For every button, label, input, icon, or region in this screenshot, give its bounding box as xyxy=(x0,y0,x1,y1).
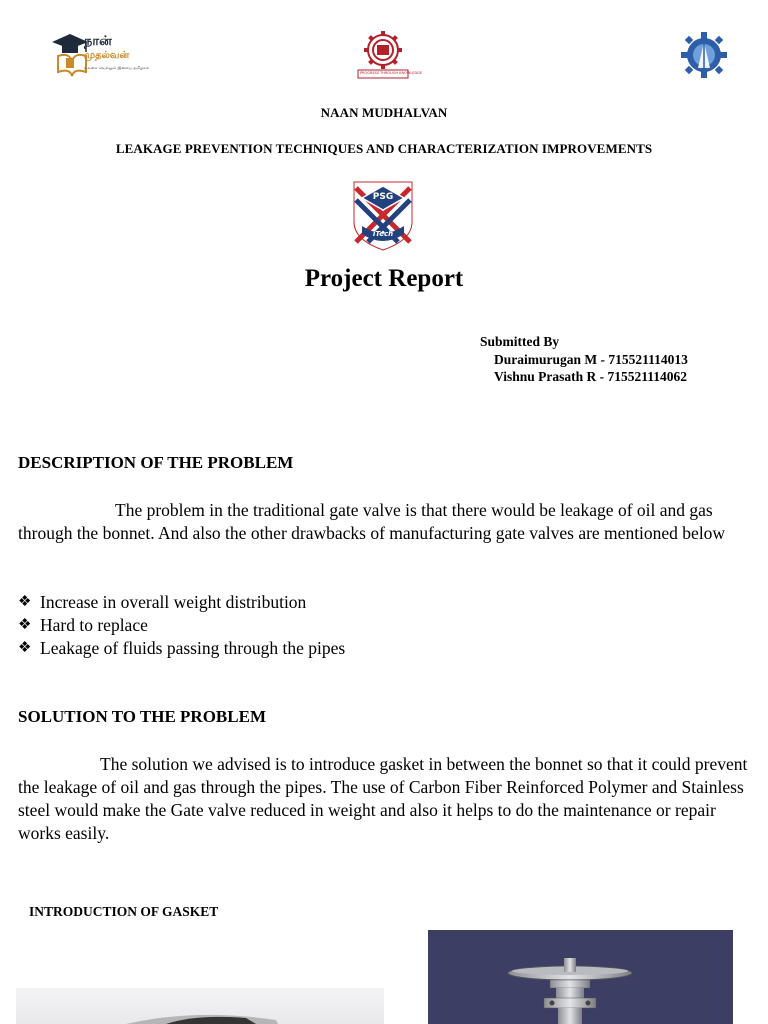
blue-gear-icon xyxy=(679,30,729,80)
emblem-tagline: PROGRESS THROUGH KNOWLEDGE xyxy=(360,71,423,75)
member-1: Duraimurugan M - 715521114013 xyxy=(494,351,688,367)
gasket-render-icon xyxy=(16,988,384,1024)
logo-tagline: உலகை வெல்லும் இளைய தமிழகம் xyxy=(84,65,149,70)
psg-shield-icon xyxy=(352,178,414,252)
gasket-image xyxy=(16,988,384,1024)
submitted-by-label: Submitted By xyxy=(480,334,560,349)
naan-mudhalvan-logo xyxy=(50,30,149,80)
diamond-bullet-icon: ❖ xyxy=(18,594,32,610)
gate-valve-image xyxy=(428,930,733,1024)
university-emblem-logo xyxy=(356,28,423,80)
list-item-text: Leakage of fluids passing through the pipes xyxy=(40,638,346,658)
list-item xyxy=(18,637,345,660)
drawbacks-list xyxy=(18,591,345,660)
description-heading: DESCRIPTION OF THE PROBLEM xyxy=(18,453,294,472)
institute-emblem-logo xyxy=(679,30,729,80)
project-title: LEAKAGE PREVENTION TECHNIQUES AND CHARACTERIZATION IMPROVEMENTS xyxy=(115,141,653,156)
diamond-bullet-icon: ❖ xyxy=(18,617,32,633)
program-name: NAAN MUDHALVAN xyxy=(320,105,448,120)
member-2: Vishnu Prasath R - 715521114062 xyxy=(494,369,688,384)
psg-badge-top: PSG xyxy=(372,192,394,202)
report-title: Project Report xyxy=(304,265,464,292)
logo-text-line1: நான் xyxy=(84,34,112,49)
solution-heading: SOLUTION TO THE PROBLEM xyxy=(18,707,266,726)
psg-badge-bottom: iTech xyxy=(372,230,394,238)
gasket-heading: INTRODUCTION OF GASKET xyxy=(29,904,219,919)
gate-valve-render-icon xyxy=(428,930,733,1024)
list-item-text: Increase in overall weight distribution xyxy=(40,592,307,612)
list-item-text: Hard to replace xyxy=(40,615,148,635)
solution-paragraph: The solution we advised is to introduce gasket in between the bonnet so that it could prevent the leakage of oil and gas through the pipes. The use of Carbon Fiber Reinforced Polymer and Stainless steel would make the Gate valve reduced in weight and also it helps to do the maintenance or repair works easily. xyxy=(18,754,748,843)
description-paragraph: The problem in the traditional gate valve is that there would be leakage of oil and gas through the bonnet. And also the other drawbacks of manufacturing gate valves are mentioned below xyxy=(18,500,726,543)
diamond-bullet-icon: ❖ xyxy=(18,640,32,656)
submitted-by-block xyxy=(480,333,688,386)
list-item xyxy=(18,614,345,637)
logo-text-line2: முதல்வன் xyxy=(84,50,130,61)
psg-itech-logo xyxy=(352,178,414,252)
list-item xyxy=(18,591,345,614)
